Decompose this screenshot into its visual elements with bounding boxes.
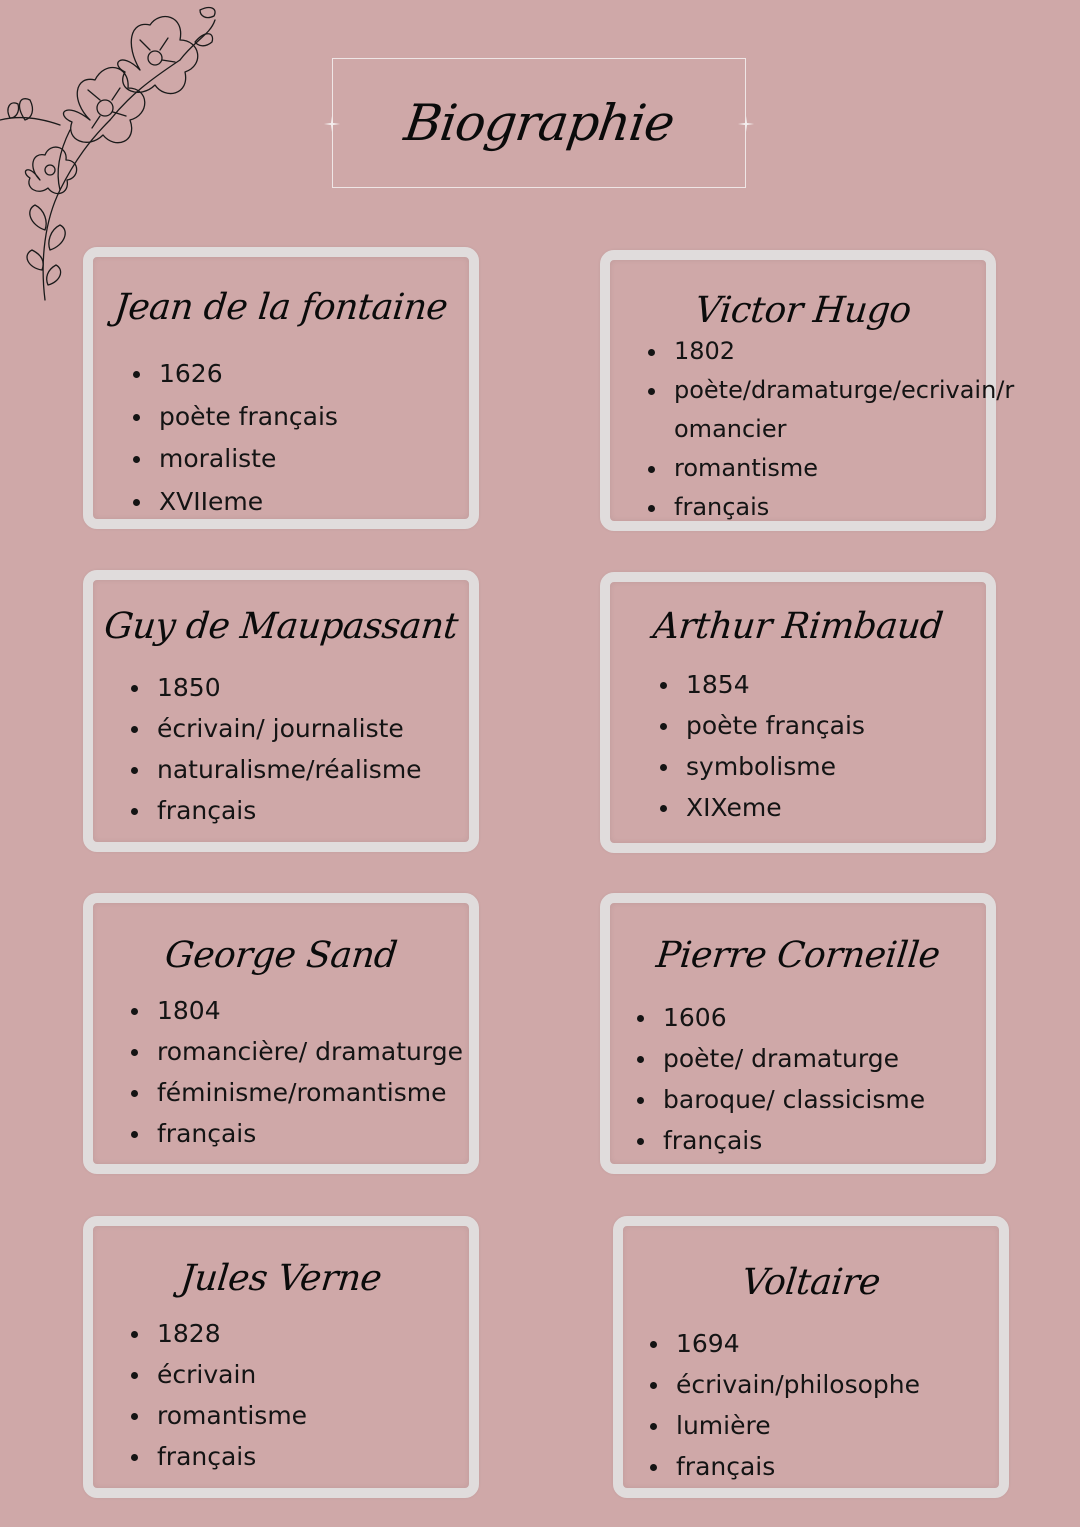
- fact-item: 1626: [131, 353, 338, 396]
- fact-list: [646, 332, 1014, 527]
- author-name: Arthur Rimbaud: [651, 606, 945, 647]
- fact-item: 1606: [635, 997, 925, 1038]
- fact-item: XVIIeme: [131, 481, 338, 524]
- fact-item: romantisme: [646, 449, 1014, 488]
- fact-item: poète/dramaturge/ecrivain/r: [646, 371, 1014, 410]
- fact-item: français: [129, 1436, 307, 1477]
- fact-item: baroque/ classicisme: [635, 1079, 925, 1120]
- fact-item: français: [129, 1113, 463, 1154]
- fact-list: [648, 1323, 920, 1487]
- biography-card-voltaire: [613, 1216, 1009, 1498]
- fact-list: [129, 667, 422, 831]
- author-name: Pierre Corneille: [654, 935, 942, 976]
- fact-item: poète/ dramaturge: [635, 1038, 925, 1079]
- biography-card-rimbaud: [600, 572, 996, 853]
- fact-list: [658, 664, 865, 828]
- fact-item: naturalisme/réalisme: [129, 749, 422, 790]
- fact-list: [635, 997, 925, 1161]
- page-title: Biographie: [400, 94, 678, 152]
- fact-list: [129, 990, 463, 1154]
- fact-item: écrivain/philosophe: [648, 1364, 920, 1405]
- fact-item: 1828: [129, 1313, 307, 1354]
- fact-item: féminisme/romantisme: [129, 1072, 463, 1113]
- sparkle-icon: [738, 116, 754, 132]
- fact-item: français: [646, 488, 1014, 527]
- fact-list: [131, 353, 338, 523]
- fact-item: écrivain: [129, 1354, 307, 1395]
- fact-item: français: [648, 1446, 920, 1487]
- author-name: Guy de Maupassant: [102, 606, 460, 647]
- fact-item: romantisme: [129, 1395, 307, 1436]
- biography-card-sand: [83, 893, 479, 1174]
- biography-card-maupassant: [83, 570, 479, 852]
- fact-item-continued: omancier: [674, 415, 787, 443]
- author-name: Voltaire: [739, 1262, 883, 1303]
- biography-card-verne: [83, 1216, 479, 1498]
- fact-item: XIXeme: [658, 787, 865, 828]
- biography-card-corneille: [600, 893, 996, 1174]
- author-name: George Sand: [163, 935, 399, 976]
- author-name: Jules Verne: [178, 1258, 384, 1299]
- fact-item: 1854: [658, 664, 865, 705]
- fact-item: 1804: [129, 990, 463, 1031]
- fact-item: 1694: [648, 1323, 920, 1364]
- biography-card-la-fontaine: [83, 247, 479, 529]
- fact-item: romancière/ dramaturge: [129, 1031, 463, 1072]
- author-name: Victor Hugo: [693, 290, 913, 331]
- fact-list: [129, 1313, 307, 1477]
- fact-item: 1802: [646, 332, 1014, 371]
- fact-item: poète français: [658, 705, 865, 746]
- fact-item: moraliste: [131, 438, 338, 481]
- fact-item: français: [129, 790, 422, 831]
- biography-card-hugo: [600, 250, 1015, 531]
- title-frame: [332, 58, 746, 188]
- fact-item: lumière: [648, 1405, 920, 1446]
- fact-item: français: [635, 1120, 925, 1161]
- sparkle-icon: [324, 116, 340, 132]
- fact-item: symbolisme: [658, 746, 865, 787]
- fact-item: 1850: [129, 667, 422, 708]
- fact-item: poète français: [131, 396, 338, 439]
- fact-item: écrivain/ journaliste: [129, 708, 422, 749]
- author-name: Jean de la fontaine: [112, 287, 450, 328]
